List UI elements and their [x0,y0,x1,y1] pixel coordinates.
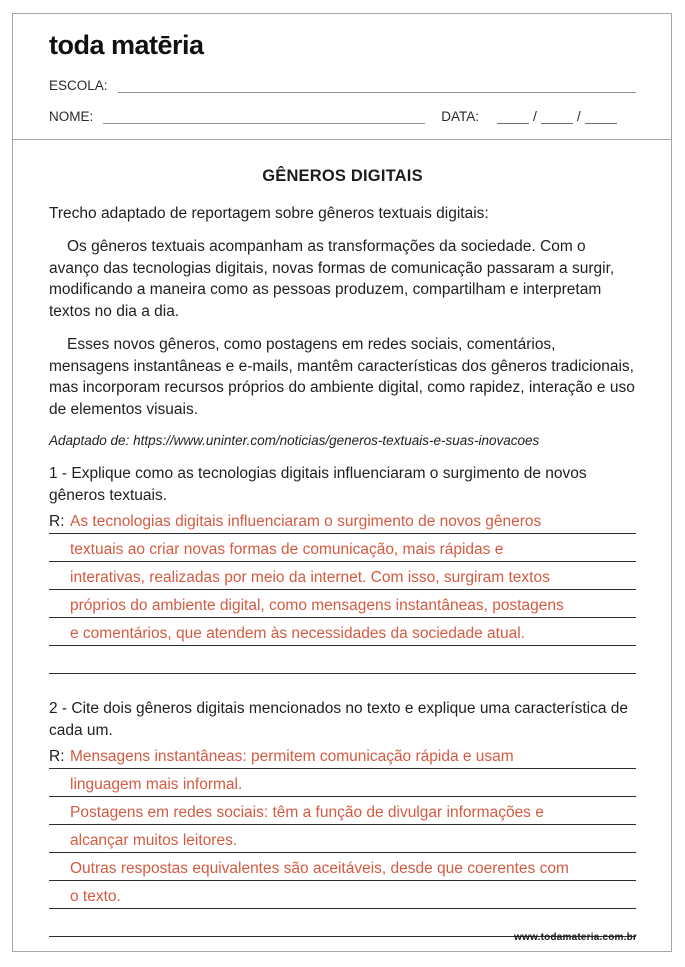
date-day-line [497,108,529,124]
school-label: ESCOLA: [49,78,108,93]
answer-line [49,881,636,909]
answer-line [49,506,636,534]
page-title: GÊNEROS DIGITAIS [262,167,423,185]
name-fill-line [103,108,425,124]
website-url: www.todamateria.com.br [514,932,637,943]
question-1-text: 1 - Explique como as tecnologias digitais influenciaram o surgimento de novos gêneros textuais. [49,465,587,504]
question-2-text: 2 - Cite dois gêneros digitais mencionados no texto e explique uma característica de cada um. [49,700,628,739]
blank-answer-line [49,646,636,674]
source-citation: Adaptado de: https://www.uninter.com/noticias/generos-textuais-e-suas-inovacoes [49,433,540,448]
answer-prefix: R: [49,748,65,765]
answer-text: Outras respostas equivalentes são aceitáveis, desde que coerentes com [70,860,569,877]
answer-line [49,825,636,853]
answer-text: alcançar muitos leitores. [70,832,238,849]
school-field-row [49,77,636,93]
question-2-answer-area [49,741,636,937]
answer-line [49,797,636,825]
answer-text: próprios do ambiente digital, como mensagens instantâneas, postagens [70,597,564,614]
answer-line [49,853,636,881]
answer-line [49,769,636,797]
answer-line [49,562,636,590]
answer-text: Mensagens instantâneas: permitem comunicação rápida e usam [70,748,514,765]
name-date-row [49,108,636,124]
name-label: NOME: [49,109,94,124]
worksheet-header [13,14,671,140]
answer-line [49,741,636,769]
answer-text: As tecnologias digitais influenciaram o surgimento de novos gêneros [70,513,542,530]
answer-text: Postagens em redes sociais: têm a função de divulgar informações e [70,804,544,821]
school-fill-line [118,77,636,93]
text-paragraph-2: Esses novos gêneros, como postagens em redes sociais, comentários, mensagens instantâneas e e-mails, mantêm características dos gêneros tradicionais, mas incorporam recursos próprios do ambiente digital, como rapidez, interação e uso de elementos visuais. [49,336,635,418]
worksheet-content [13,140,671,937]
text-paragraph-1: Os gêneros textuais acompanham as transformações da sociedade. Com o avanço das tecnologias digitais, novas formas de comunicação passaram a surgir, modificando a maneira como as pessoas produzem, compartilham e interpretam textos no dia a dia. [49,238,615,320]
answer-text: o texto. [70,888,121,905]
answer-line [49,590,636,618]
date-slash: / [576,108,581,124]
date-month-line [541,108,573,124]
intro-line: Trecho adaptado de reportagem sobre gêneros textuais digitais: [49,205,489,222]
answer-prefix: R: [49,513,65,530]
question-1-block [49,463,636,674]
answer-line [49,618,636,646]
answer-text: e comentários, que atendem às necessidades da sociedade atual. [70,625,525,642]
answer-text: linguagem mais informal. [70,776,243,793]
date-label: DATA: [441,109,480,124]
answer-text: textuais ao criar novas formas de comunicação, mais rápidas e [70,541,504,558]
answer-line [49,534,636,562]
toda-materia-logo: toda matēria [49,30,204,60]
date-slash: / [533,108,537,124]
date-year-line [585,108,617,124]
answer-text: interativas, realizadas por meio da internet. Com isso, surgiram textos [70,569,550,586]
page-frame [12,13,672,952]
question-2-block [49,698,636,937]
question-1-answer-area [49,506,636,674]
